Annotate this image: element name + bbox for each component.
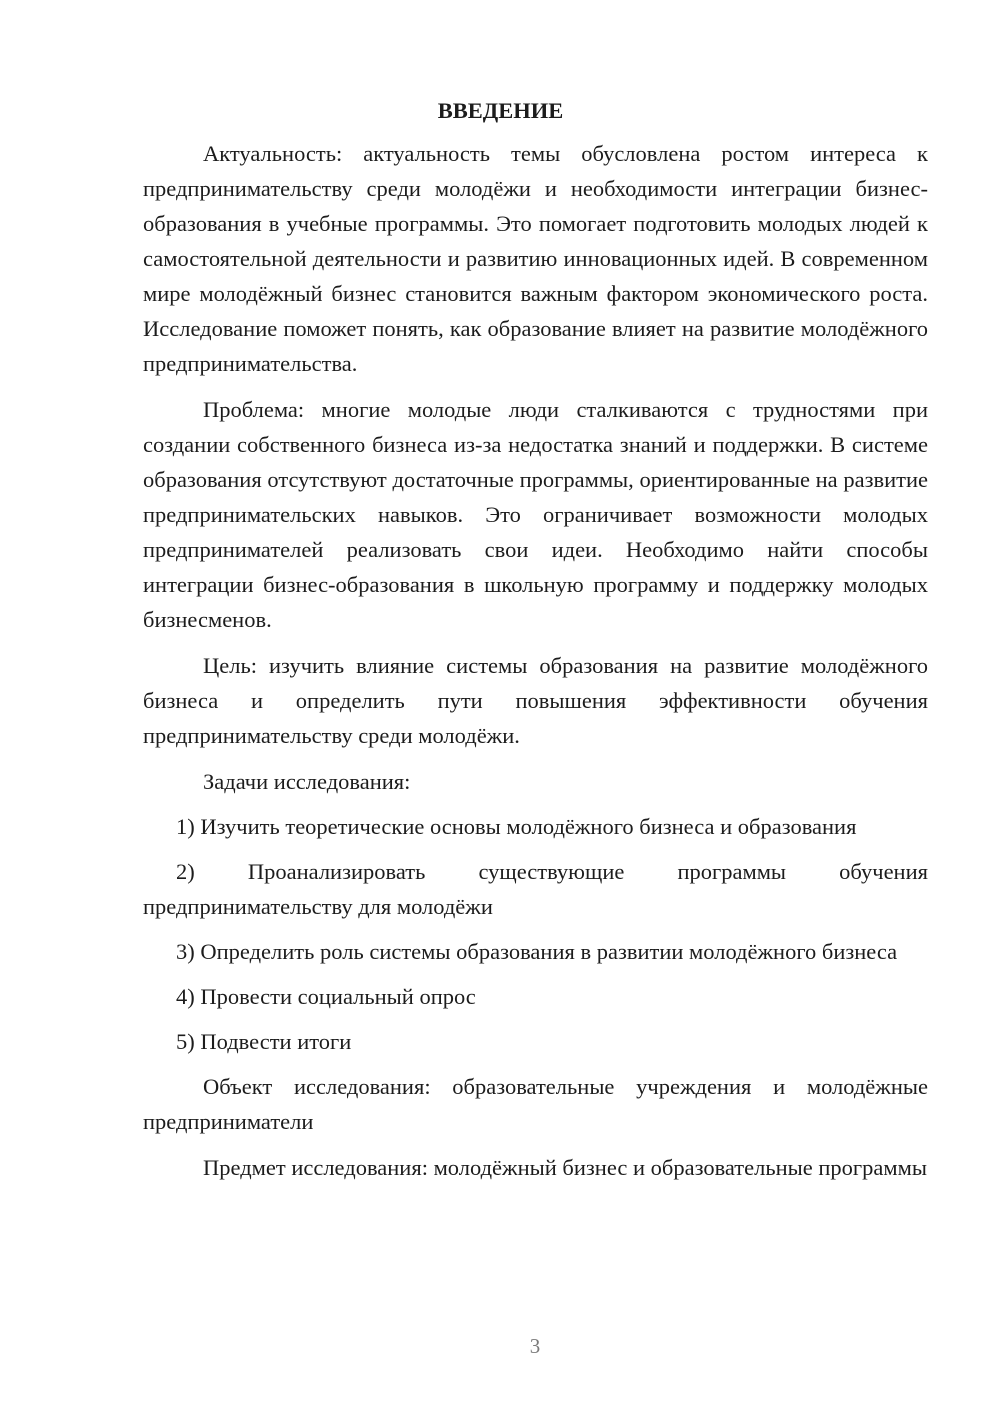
paragraph-goal: Цель: изучить влияние системы образования на развитие молодёжного бизнеса и определить пути повышения эффективности обучения предпринимательству среди молодёжи. — [143, 653, 928, 748]
paragraph-object: Объект исследования: образовательные учреждения и молодёжные предприниматели — [143, 1074, 928, 1134]
task-item-4: 4) Провести социальный опрос — [176, 984, 476, 1009]
section-title: ВВЕДЕНИЕ — [437, 98, 564, 123]
task-item-3: 3) Определить роль системы образования в развитии молодёжного бизнеса — [176, 939, 898, 964]
page-number: 3 — [529, 1334, 541, 1358]
paragraph-relevance: Актуальность: актуальность темы обусловлена ростом интереса к предпринимательству среди молодёжи и необходимости интеграции бизнес-образования в учебные программы. Это помогает подготовить молодых людей к самостоятельной деятельности и развитию инновационных идей. В современном мире молодёжный бизнес становится важным фактором экономического роста. Исследование поможет понять, как образование влияет на развитие молодёжного предпринимательства. — [143, 141, 928, 376]
page-content — [143, 96, 928, 1185]
task-item-2: 2) Проанализировать существующие программы обучения предпринимательству для молодёжи — [143, 859, 928, 919]
task-item-1: 1) Изучить теоретические основы молодёжного бизнеса и образования — [176, 814, 857, 839]
paragraph-problem: Проблема: многие молодые люди сталкиваются с трудностями при создании собственного бизнеса из-за недостатка знаний и поддержки. В системе образования отсутствуют достаточные программы, ориентированные на развитие предпринимательских навыков. Это ограничивает возможности молодых предпринимателей реализовать свои идеи. Необходимо найти способы интеграции бизнес-образования в школьную программу и поддержку молодых бизнесменов. — [143, 397, 928, 632]
paragraph-subject: Предмет исследования: молодёжный бизнес и образовательные программы — [203, 1155, 927, 1180]
tasks-heading: Задачи исследования: — [203, 769, 411, 794]
task-item-5: 5) Подвести итоги — [176, 1029, 352, 1054]
